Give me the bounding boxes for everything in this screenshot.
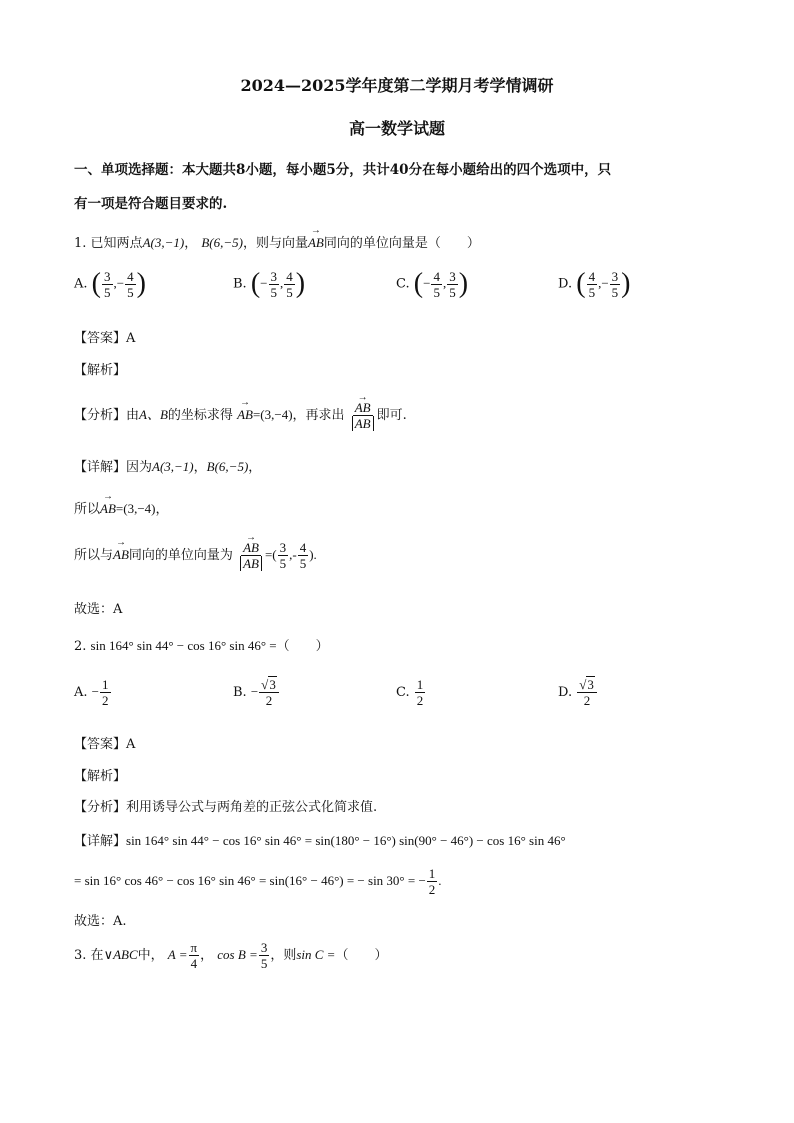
q1-analysis: 【分析】由A、B的坐标求得 → AB=(3,−4)，再求出 → $\frac{AB}{AB}$ 即可. <box>74 400 407 431</box>
q2-answer: 【答案】A <box>74 737 136 752</box>
q1-option-c: C. (− $\frac{4}{5}$ , $\frac{3}{5}$ ) <box>396 268 469 300</box>
q2-option-b: B. − $\frac{√3}{2}$ <box>233 677 280 708</box>
q2-detail-line1: 【详解】sin 164° sin 44° − cos 16° sin 46° = sin(180° − 16°) sin(90° − 46°) − cos 16° sin 46° <box>74 833 566 849</box>
q2-choice: 故选：A. <box>74 914 127 929</box>
q2-analysis: 【分析】利用诱导公式与两角差的正弦公式化简求值. <box>74 800 378 815</box>
q2-option-a: A. − $\frac{1}{2}$ <box>74 677 109 708</box>
q1-option-a: A. ( $\frac{3}{5}$ ,− $\frac{4}{5}$ ) <box>74 268 146 300</box>
question-1-stem: 1. 已知两点A(3,−1)， B(6,−5)，则与向量→ AB同向的单位向量是（ ） <box>74 232 480 251</box>
q2-detail-line2: = sin 16° cos 46° − cos 16° sin 46° = sin(16° − 46°) = − sin 30° = − $\frac{1}{2}$ . <box>74 866 442 897</box>
exam-subtitle: 高一数学试题 <box>348 119 445 138</box>
q1-detail: 【详解】因为A(3,−1)，B(6,−5)， <box>74 459 262 475</box>
q1-so2: 所以与→ AB同向的单位向量为 → $\frac{AB}{AB}$ =( $\frac{3}{5}$ ,- $\frac{4}{5}$ ). <box>74 540 317 571</box>
q2-jiexi: 【解析】 <box>74 769 127 784</box>
q2-option-c: C. $\frac{1}{2}$ <box>396 677 424 708</box>
section-heading-line1: 一、单项选择题：本大题共8小题，每小题5分，共计40分在每小题给出的四个选项中，只 <box>74 162 612 178</box>
question-number: 3. <box>74 948 87 963</box>
q1-jiexi: 【解析】 <box>74 363 127 378</box>
q1-option-b: B. (− $\frac{3}{5}$ , $\frac{4}{5}$ ) <box>233 268 306 300</box>
question-3-stem: 3. 在∨ABC中， A = $\frac{\pi}{4}$ ， cos B = $\frac{3}{5}$ ，则sin C =（ ） <box>74 940 388 971</box>
question-number: 1. <box>74 236 87 251</box>
exam-title: 2024—2025学年度第二学期月考学情调研 <box>240 76 554 95</box>
q1-option-d: D. ( $\frac{4}{5}$ ,− $\frac{3}{5}$ ) <box>558 268 631 300</box>
q2-option-d: D. $\frac{√3}{2}$ <box>558 677 598 708</box>
question-number: 2. <box>74 639 87 654</box>
q1-so1: 所以→ AB=(3,−4)， <box>74 498 169 517</box>
question-2-stem: 2. sin 164° sin 44° − cos 16° sin 46° =（ ） <box>74 638 329 654</box>
q1-answer: 【答案】A <box>74 331 136 346</box>
q1-choice: 故选：A <box>74 602 123 617</box>
section-heading-line2: 有一项是符合题目要求的. <box>74 196 228 212</box>
